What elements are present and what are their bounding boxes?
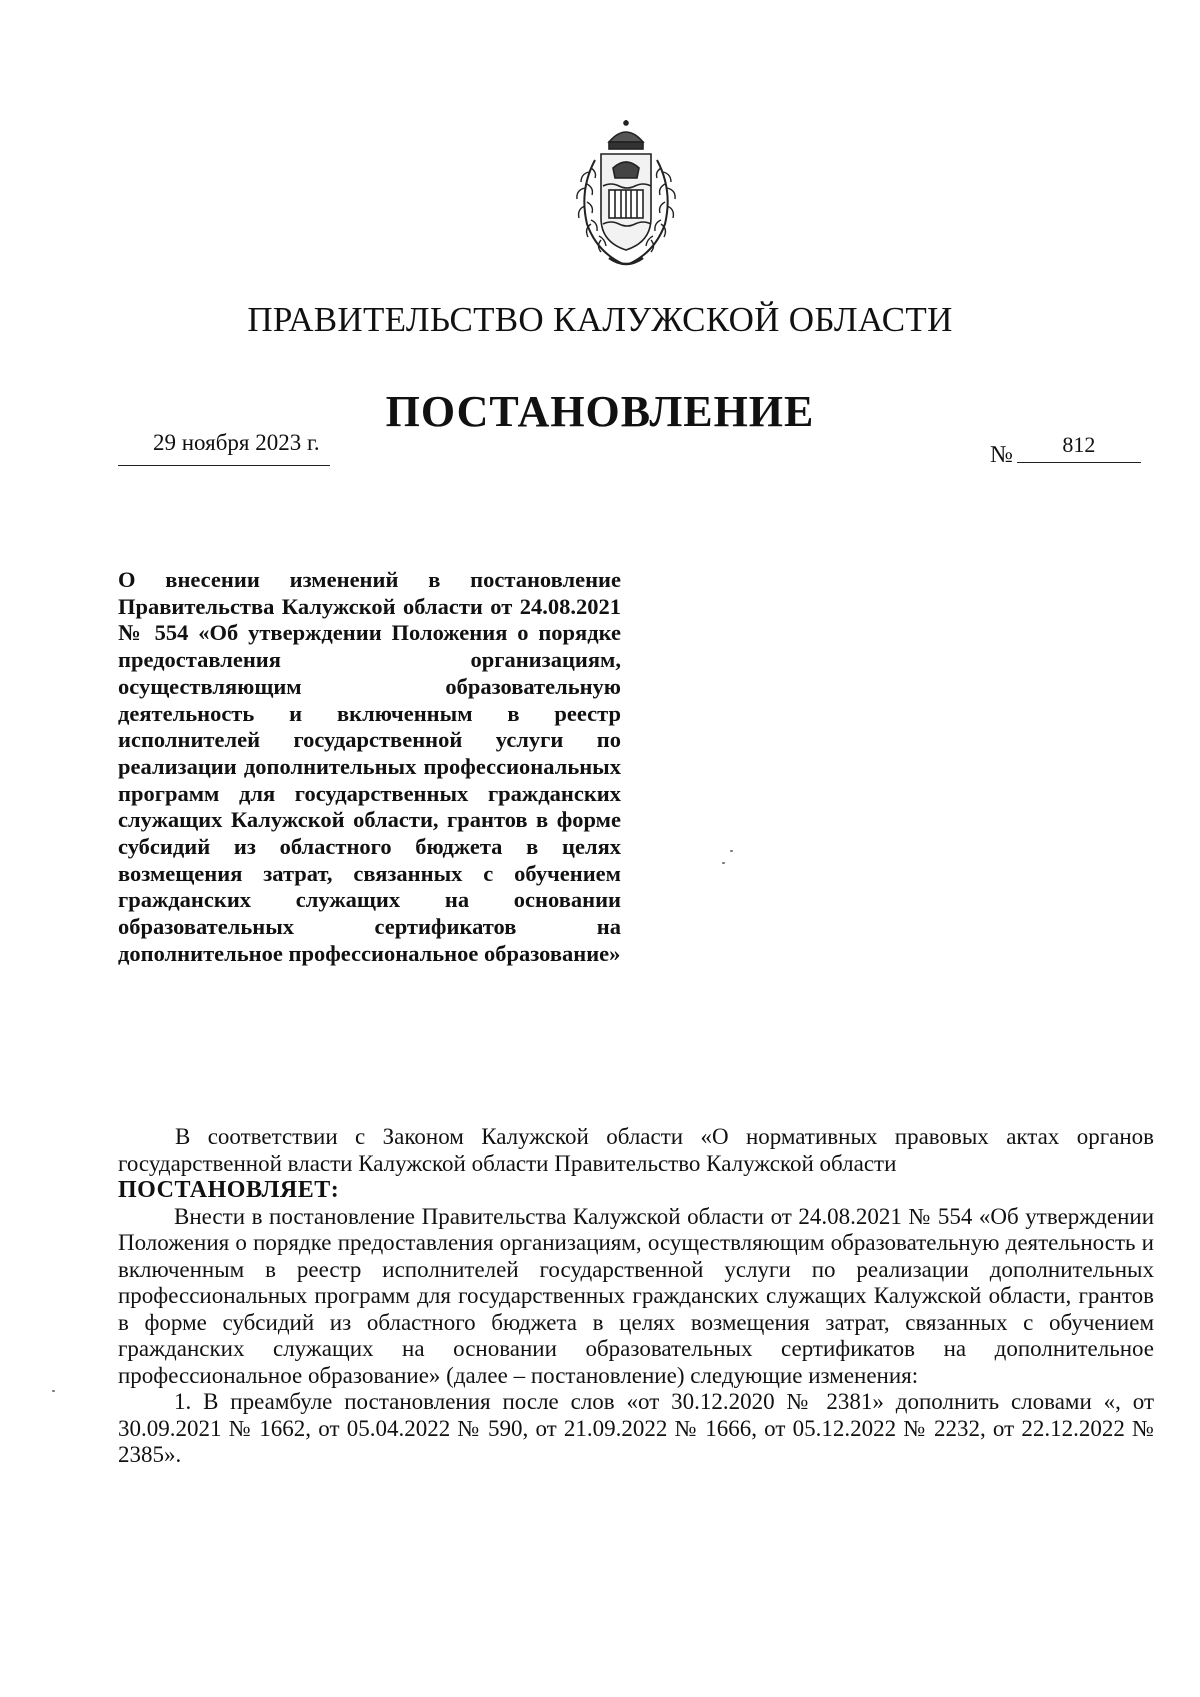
kaluga-coat-of-arms-icon <box>565 120 687 270</box>
document-subject: О внесении изменений в постановление Правительства Калужской области от 24.08.2021 № 554 «Об утверждении Положения о порядке предоставления организациям, осуществляющим образовательную деятельность и включенным в реестр исполнителей государственной услуги по реализации дополнительных профессиональных программ для государственных гражданских служащих Калужской области, грантов в форме субсидий из областного бюджета в целях возмещения затрат, связанных с обучением гражданских служащих на основании образовательных сертификатов на дополнительное профессиональное образование» <box>118 567 621 966</box>
document-type-heading: ПОСТАНОВЛЕНИЕ <box>385 387 815 436</box>
body-paragraph-2: 1. В преамбуле постановления после слов «от 30.12.2020 № 2381» дополнить словами «, от 30.09.2021 № 1662, от 05.04.2022 № 590, от 21.09.2022 № 1666, от 05.12.2022 № 2232, от 22.12.2022 № 2385». <box>118 1389 1154 1467</box>
number-value: 812 <box>1017 432 1141 463</box>
decree-word: ПОСТАНОВЛЯЕТ: <box>118 1177 340 1203</box>
document-date <box>118 430 330 466</box>
scan-speck <box>730 850 733 852</box>
date-text: 29 ноября 2023 г. <box>153 430 320 455</box>
scan-speck <box>52 1390 55 1392</box>
number-sign: № <box>990 442 1013 468</box>
organization-title: ПРАВИТЕЛЬСТВО КАЛУЖСКОЙ ОБЛАСТИ <box>247 300 953 339</box>
document-body <box>118 1124 1154 1469</box>
document-number <box>990 432 1141 468</box>
preamble-text: В соответствии с Законом Калужской области «О нормативных правовых актах органов государственной власти Калужской области Правительство Калужской области <box>118 1124 1154 1176</box>
scan-speck <box>722 862 725 864</box>
preamble-paragraph <box>118 1124 1154 1204</box>
body-paragraph-1: Внести в постановление Правительства Калужской области от 24.08.2021 № 554 «Об утверждении Положения о порядке предоставления организациям, осуществляющим образовательную деятельность и включенным в реестр исполнителей государственной услуги по реализации дополнительных профессиональных программ для государственных гражданских служащих Калужской области, грантов в форме субсидий из областного бюджета в целях возмещения затрат, связанных с обучением гражданских служащих на основании образовательных сертификатов на дополнительное профессиональное образование» (далее – постановление) следующие изменения: <box>118 1203 1154 1388</box>
